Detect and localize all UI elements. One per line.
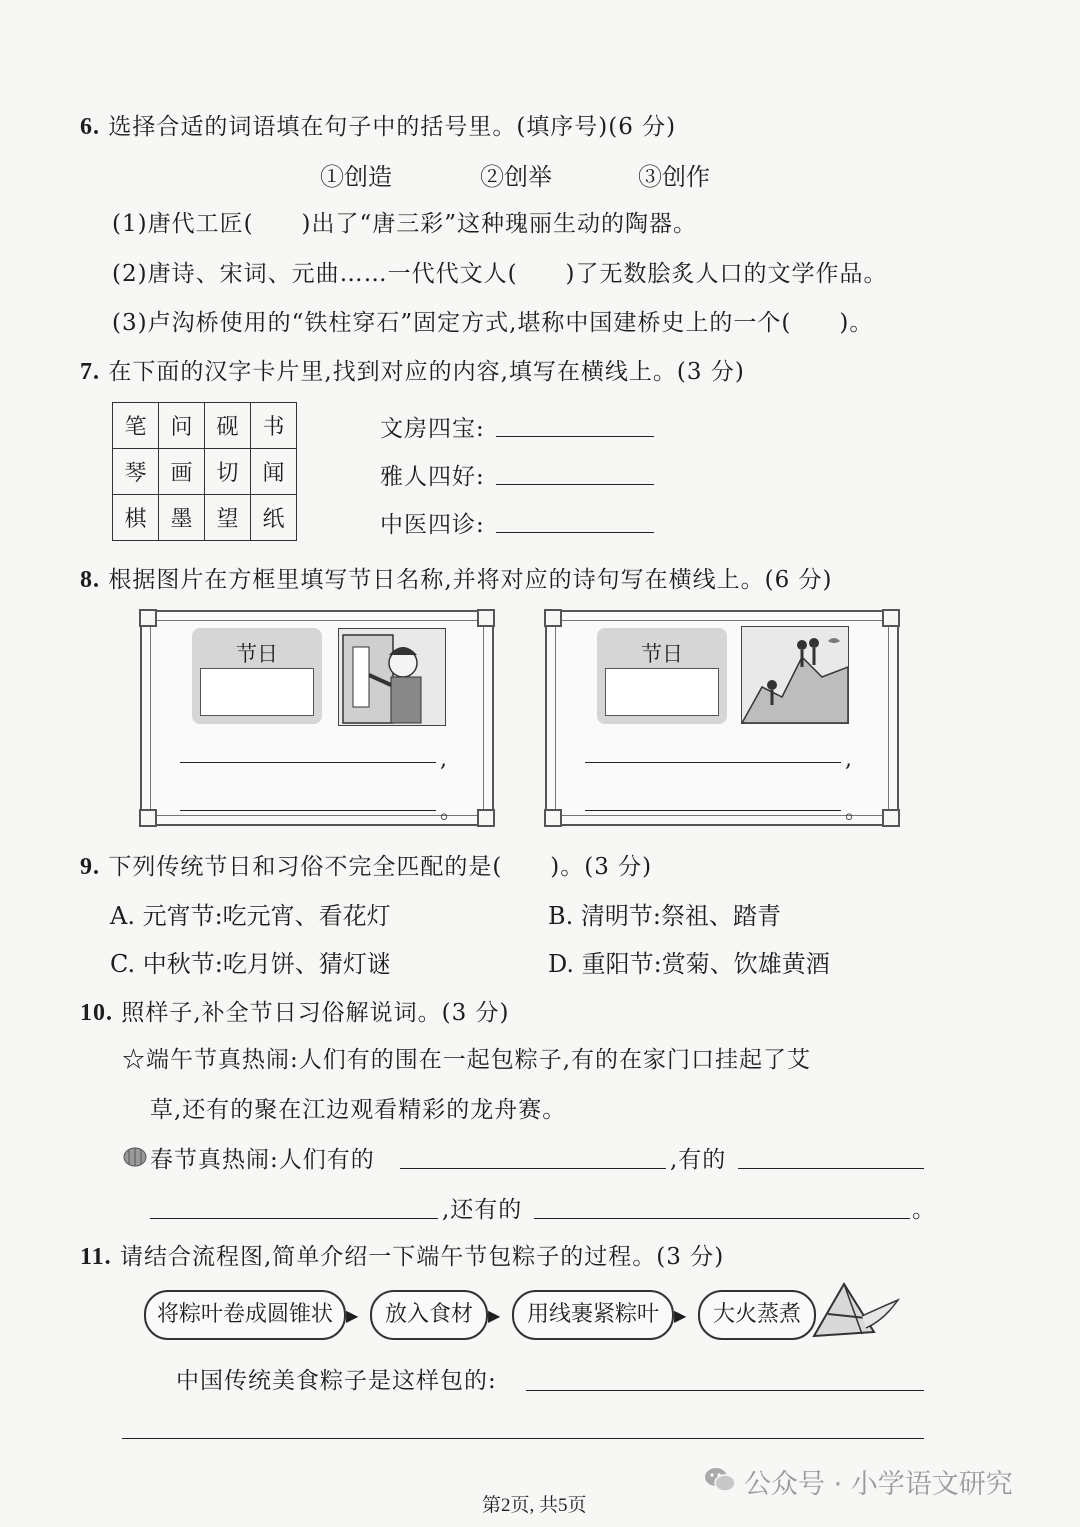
q8-number: 8. — [80, 567, 100, 593]
q9-number: 9. — [80, 854, 100, 880]
q7-answer-line-study[interactable] — [496, 436, 654, 437]
q6-number: 6. — [80, 114, 100, 140]
q10-fill-also: ,还有的 — [442, 1197, 523, 1223]
arrow-right-icon: ▶ — [346, 1306, 359, 1325]
q7-answer-line-hobbies[interactable] — [496, 484, 654, 485]
frame-corner — [139, 609, 157, 627]
q10-answer-line-2[interactable] — [738, 1168, 924, 1169]
card-cell: 琴 — [113, 449, 159, 495]
q10-example-line-2: 草,还有的聚在江边观看精彩的龙舟赛。 — [150, 1097, 567, 1123]
poem-line-2[interactable] — [180, 810, 436, 811]
card-cell: 墨 — [159, 495, 205, 541]
q9-option-b[interactable]: B. 清明节:祭祖、踏青 — [548, 902, 781, 930]
q8-prompt: 根据图片在方框里填写节日名称,并将对应的诗句写在横线上。(6 分) — [108, 567, 833, 593]
card-cell: 画 — [159, 449, 205, 495]
frame-corner — [544, 609, 562, 627]
q6-option-1: ①创造 — [320, 163, 392, 191]
card-cell: 望 — [205, 495, 251, 541]
festival-name-input[interactable] — [200, 668, 314, 716]
q7-heading — [80, 353, 745, 386]
q10-answer-line-3[interactable] — [150, 1218, 438, 1219]
q7-answer-line-diagnosis[interactable] — [496, 532, 654, 533]
q6-item-2[interactable]: (2)唐诗、宋词、元曲……一代代文人( )了无数脍炙人口的文学作品。 — [112, 261, 888, 287]
wechat-icon — [704, 1466, 736, 1494]
card-cell: 切 — [205, 449, 251, 495]
poem-line-2[interactable] — [585, 810, 841, 811]
q9-option-d[interactable]: D. 重阳节:赏菊、饮雄黄酒 — [548, 950, 830, 978]
frame-corner — [882, 609, 900, 627]
q6-heading — [80, 108, 676, 141]
festival-frame-1 — [140, 610, 494, 826]
comma-mark: , — [440, 747, 447, 772]
page-number: 第2页, 共5页 — [482, 1495, 587, 1516]
q10-prompt: 照样子,补全节日习俗解说词。(3 分) — [121, 1000, 510, 1026]
arrow-right-icon: ▶ — [488, 1306, 501, 1325]
poem-line-1[interactable] — [180, 762, 436, 763]
q10-answer-line-4[interactable] — [534, 1218, 910, 1219]
festival-label: 节日 — [641, 642, 683, 666]
q7-label-diagnosis: 中医四诊: — [380, 512, 485, 538]
q9-prompt: 下列传统节日和习俗不完全匹配的是( )。(3 分) — [108, 854, 653, 880]
q11-answer-line-1[interactable] — [526, 1390, 924, 1391]
q10-number: 10. — [80, 1000, 113, 1026]
frame-corner — [882, 809, 900, 827]
q9-option-a[interactable]: A. 元宵节:吃元宵、看花灯 — [110, 902, 391, 930]
card-cell: 棋 — [113, 495, 159, 541]
q10-heading — [80, 994, 510, 1027]
q9-heading — [80, 848, 652, 881]
q10-fill-mid: ,有的 — [670, 1147, 727, 1173]
festival-frame-2 — [545, 610, 899, 826]
mountain-climbing-picture — [741, 626, 849, 724]
lantern-icon — [122, 1143, 148, 1169]
frame-corner — [139, 809, 157, 827]
q10-fill-start: 春节真热闹:人们有的 — [150, 1147, 375, 1173]
festival-name-input[interactable] — [605, 668, 719, 716]
festival-label: 节日 — [236, 642, 278, 666]
q8-heading — [80, 561, 833, 594]
q7-label-study: 文房四宝: — [380, 416, 485, 442]
q6-option-3: ③创作 — [638, 163, 710, 191]
q11-heading — [80, 1238, 724, 1271]
flow-step-2: 放入食材 — [370, 1290, 488, 1340]
zongzi-icon — [804, 1276, 900, 1346]
q11-number: 11. — [80, 1244, 112, 1270]
flow-step-4: 大火蒸煮 — [698, 1290, 816, 1340]
q10-answer-line-1[interactable] — [400, 1168, 666, 1169]
q6-prompt: 选择合适的词语填在句子中的括号里。(填序号)(6 分) — [108, 114, 677, 140]
festival-name-box — [597, 628, 727, 724]
q6-option-2: ②创举 — [480, 163, 552, 191]
q11-prompt: 请结合流程图,简单介绍一下端午节包粽子的过程。(3 分) — [120, 1244, 725, 1270]
festival-name-box — [192, 628, 322, 724]
frame-corner — [544, 809, 562, 827]
card-cell: 书 — [251, 403, 297, 449]
frame-corner — [477, 809, 495, 827]
period-mark: 。 — [440, 799, 463, 824]
period-mark: 。 — [845, 799, 868, 824]
q6-item-1[interactable]: (1)唐代工匠( )出了“唐三彩”这种瑰丽生动的陶器。 — [112, 211, 698, 237]
card-cell: 砚 — [205, 403, 251, 449]
arrow-right-icon: ▶ — [674, 1306, 687, 1325]
card-cell: 问 — [159, 403, 205, 449]
q7-number: 7. — [80, 359, 100, 385]
q6-item-3[interactable]: (3)卢沟桥使用的“铁柱穿石”固定方式,堪称中国建桥史上的一个( )。 — [112, 310, 874, 336]
card-cell: 笔 — [113, 403, 159, 449]
flow-step-3: 用线裹紧粽叶 — [512, 1290, 674, 1340]
frame-corner — [477, 609, 495, 627]
q10-example-line-1: ☆端午节真热闹:人们有的围在一起包粽子,有的在家门口挂起了艾 — [122, 1047, 812, 1073]
q9-option-c[interactable]: C. 中秋节:吃月饼、猜灯谜 — [110, 950, 391, 978]
card-cell: 闻 — [251, 449, 297, 495]
q7-label-hobbies: 雅人四好: — [380, 464, 485, 490]
flow-step-1: 将粽叶卷成圆锥状 — [144, 1290, 346, 1340]
spring-couplet-picture — [338, 628, 446, 726]
comma-mark: , — [845, 747, 852, 772]
character-card-grid — [112, 402, 297, 541]
card-cell: 纸 — [251, 495, 297, 541]
q10-fill-end: 。 — [912, 1197, 936, 1223]
q11-answer-line-2[interactable] — [122, 1438, 924, 1439]
watermark: 公众号 · 小学语文研究 — [744, 1469, 1013, 1500]
poem-line-1[interactable] — [585, 762, 841, 763]
q11-answer-label: 中国传统美食粽子是这样包的: — [176, 1368, 497, 1394]
q7-prompt: 在下面的汉字卡片里,找到对应的内容,填写在横线上。(3 分) — [108, 359, 745, 385]
